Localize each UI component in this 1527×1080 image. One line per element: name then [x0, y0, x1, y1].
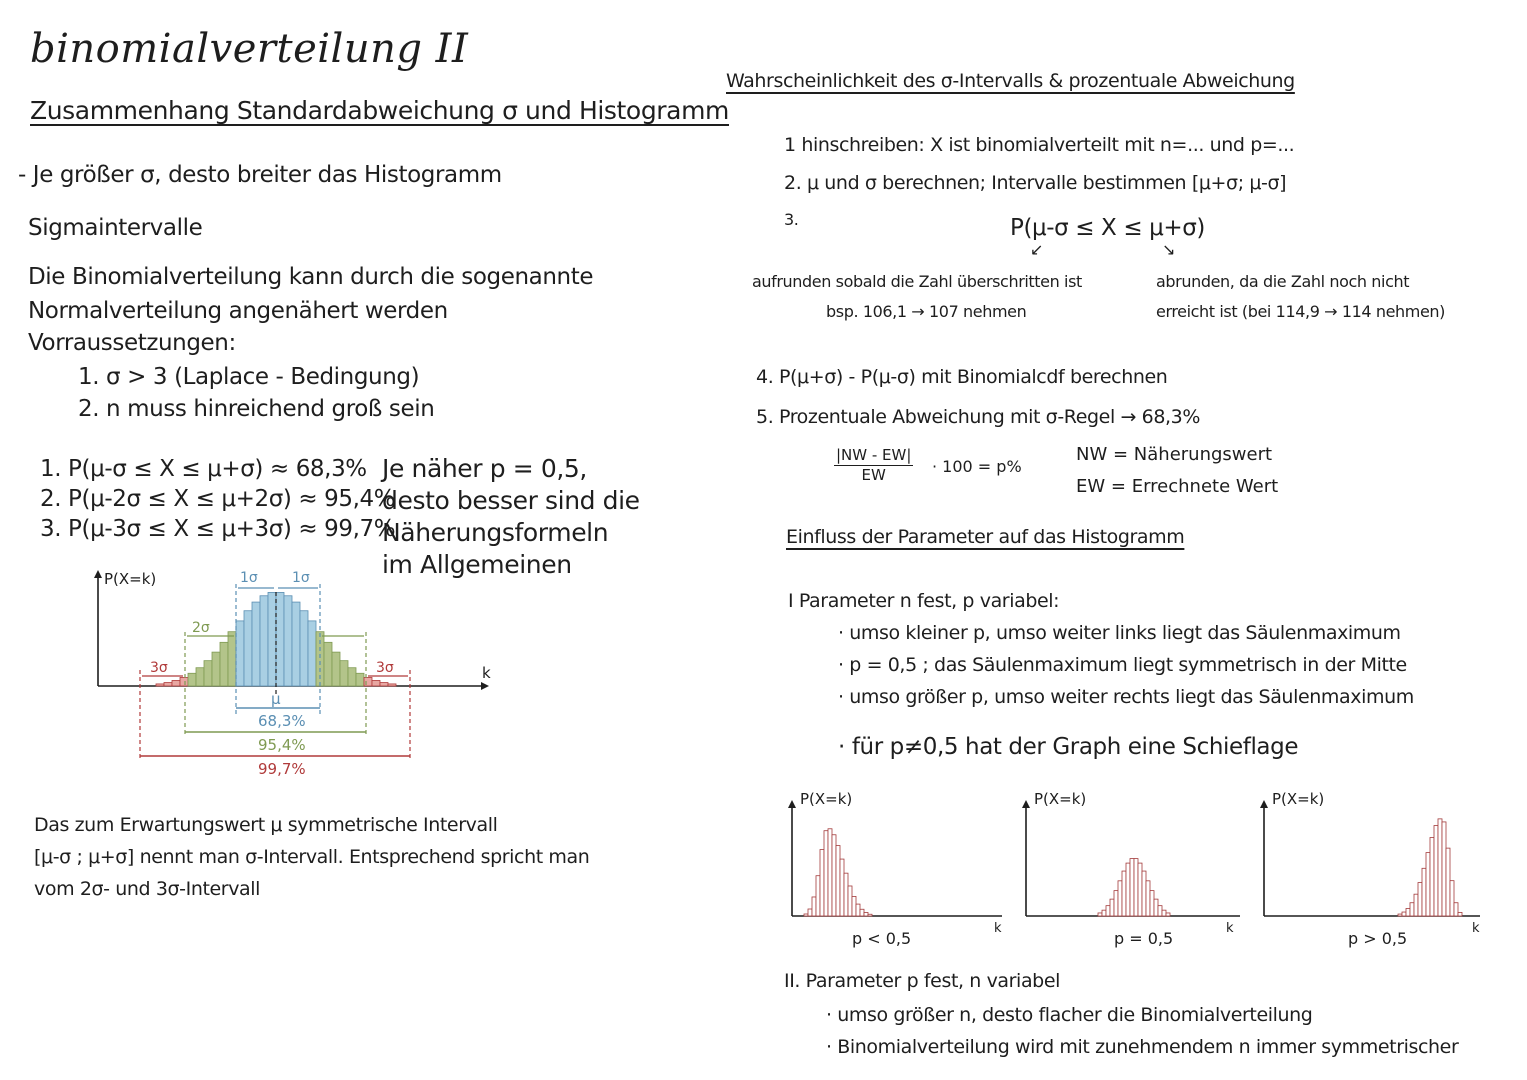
section-heading-sigma-probability: Wahrscheinlichkeit des σ-Intervalls & prozentuale Abweichung	[726, 70, 1295, 92]
step-3-label: 3.	[784, 210, 799, 229]
histogram-bar	[1398, 914, 1402, 916]
pct-68-label: 68,3%	[258, 712, 306, 730]
histogram-bar	[188, 673, 196, 686]
part-ii-point-1: · umso größer n, desto flacher die Binomialverteilung	[826, 1004, 1313, 1026]
histogram-bar	[164, 683, 172, 686]
one-sigma-right-label: 1σ	[292, 570, 310, 586]
round-up-line2: bsp. 106,1 → 107 nehmen	[826, 302, 1027, 321]
histogram-bar	[356, 673, 364, 686]
histogram-bar	[816, 876, 820, 916]
one-sigma-left-label: 1σ	[240, 570, 258, 586]
part-i-point-3: · umso größer p, umso weiter rechts liegt das Säulenmaximum	[838, 686, 1414, 708]
deviation-fraction	[834, 446, 913, 484]
histogram-p-greater	[1254, 782, 1490, 954]
histogram-bar	[284, 596, 292, 686]
sigma-formula-2: 2. P(μ-2σ ≤ X ≤ μ+2σ) ≈ 95,4%	[40, 486, 396, 512]
approx-text-line2: Normalverteilung angenähert werden	[28, 298, 448, 324]
pct-99-label: 99,7%	[258, 760, 306, 778]
histogram-bar	[212, 652, 220, 686]
svg-text:k: k	[1472, 921, 1480, 936]
arrow-down-right-icon: ↘	[1162, 240, 1176, 259]
caption-p-equal: p = 0,5	[1114, 929, 1174, 948]
svg-text:P(X=k): P(X=k)	[800, 790, 853, 808]
histogram-bar	[1122, 871, 1126, 916]
histogram-bar	[824, 831, 828, 916]
histogram-bar	[840, 859, 844, 916]
histogram-bar	[340, 661, 348, 686]
histogram-bars-left	[804, 829, 872, 916]
requirement-1: 1. σ > 3 (Laplace - Bedingung)	[78, 364, 420, 390]
part-i-title: I Parameter n fest, p variabel:	[788, 590, 1060, 612]
step-1: 1 hinschreiben: X ist binomialverteilt mit n=... und p=...	[784, 134, 1295, 156]
histogram-bar	[1406, 908, 1410, 916]
histogram-bar	[1418, 883, 1422, 916]
histogram-bar	[172, 680, 180, 686]
svg-text:k: k	[1226, 921, 1234, 936]
part-ii-point-2: · Binomialverteilung wird mit zunehmendem n immer symmetrischer	[826, 1036, 1459, 1058]
histogram-bar	[1118, 881, 1122, 916]
histogram-bar	[828, 829, 832, 916]
histogram-bar	[1166, 913, 1170, 916]
histogram-bar	[856, 904, 860, 916]
histogram-bar	[268, 592, 276, 686]
three-sigma-left-label: 3σ	[150, 660, 168, 676]
histogram-bar	[1126, 863, 1130, 916]
page-title: binomialverteilung II	[30, 26, 469, 72]
histogram-bar	[244, 611, 252, 686]
histogram-bar	[308, 621, 316, 686]
histogram-bar	[324, 642, 332, 686]
histogram-bars-right	[1398, 819, 1462, 916]
histogram-bar	[832, 835, 836, 916]
histogram-bar	[1434, 826, 1438, 916]
histogram-bar	[204, 661, 212, 686]
sigma-intervals-heading: Sigmaintervalle	[28, 215, 203, 241]
part-ii-title: II. Parameter p fest, n variabel	[784, 970, 1061, 992]
svg-text:P(X=k): P(X=k)	[1034, 790, 1087, 808]
note-line3: Näherungsformeln	[382, 518, 609, 547]
histogram-bar	[1458, 912, 1462, 916]
svg-text:k: k	[994, 921, 1002, 936]
histogram-bar	[1446, 848, 1450, 916]
part-i-point-1: · umso kleiner p, umso weiter links liegt das Säulenmaximum	[838, 622, 1401, 644]
requirement-2: 2. n muss hinreichend groß sein	[78, 396, 435, 422]
round-down-line2: erreicht ist (bei 114,9 → 114 nehmen)	[1156, 302, 1446, 321]
mu-label: μ	[271, 690, 281, 708]
histogram-bar	[1438, 819, 1442, 916]
part-i-point-4: · für p≠0,5 hat der Graph eine Schieflage	[838, 734, 1299, 760]
histogram-bar	[852, 896, 856, 916]
y-axis-arrow	[94, 570, 102, 578]
fraction-numerator: |NW - EW|	[836, 446, 912, 464]
section-heading-sigma-histogram: Zusammenhang Standardabweichung σ und Histogramm	[30, 96, 730, 125]
histogram-bar	[292, 602, 300, 686]
histogram-bar	[1450, 881, 1454, 916]
note-line2: desto besser sind die	[382, 486, 640, 515]
sigma-histogram-chart	[80, 562, 520, 784]
round-down-line1: abrunden, da die Zahl noch nicht	[1156, 272, 1410, 291]
histogram-bar	[808, 909, 812, 916]
histogram-p-equal	[1016, 782, 1250, 954]
histogram-bar	[252, 602, 260, 686]
two-sigma-label: 2σ	[192, 620, 210, 636]
histogram-bar	[1150, 891, 1154, 916]
histogram-bar	[820, 850, 824, 916]
histogram-bar	[848, 886, 852, 916]
pct-95-label: 95,4%	[258, 736, 306, 754]
histogram-bar	[236, 621, 244, 686]
approx-text-line1: Die Binomialverteilung kann durch die sogenannte	[28, 264, 594, 290]
histogram-bar	[1130, 859, 1134, 916]
histogram-bar	[332, 652, 340, 686]
histogram-bar	[1414, 894, 1418, 916]
histogram-bar	[1114, 891, 1118, 916]
section-heading-parameter-influence: Einfluss der Parameter auf das Histogramm	[786, 526, 1185, 548]
caption-p-less: p < 0,5	[852, 929, 912, 948]
bottom-text-line2: [μ-σ ; μ+σ] nennt man σ-Intervall. Entsprechend spricht man	[34, 846, 590, 868]
ew-definition: EW = Errechnete Wert	[1076, 476, 1279, 497]
histogram-bar	[1162, 910, 1166, 916]
histogram-bar	[1146, 881, 1150, 916]
step-3-formula: P(μ-σ ≤ X ≤ μ+σ)	[1010, 215, 1205, 241]
histogram-bar	[180, 677, 188, 686]
histogram-bar	[1410, 903, 1414, 916]
fraction-rest: · 100 = p%	[932, 457, 1022, 476]
histogram-bar	[844, 873, 848, 916]
sigma-formula-3: 3. P(μ-3σ ≤ X ≤ μ+3σ) ≈ 99,7%	[40, 516, 396, 542]
histogram-bar	[1422, 868, 1426, 916]
histogram-bar	[388, 684, 396, 686]
histogram-bar	[228, 632, 236, 686]
histogram-bar	[1106, 906, 1110, 916]
histogram-bar	[1454, 903, 1458, 916]
histogram-bar	[260, 596, 268, 686]
note-line1: Je näher p = 0,5,	[382, 454, 587, 483]
requirements-heading: Vorraussetzungen:	[28, 330, 236, 356]
histogram-bar	[380, 683, 388, 686]
histogram-bar	[1138, 863, 1142, 916]
histogram-bars-center	[1098, 859, 1170, 916]
histogram-p-less	[780, 782, 1010, 954]
bottom-text-line1: Das zum Erwartungswert μ symmetrische Intervall	[34, 814, 498, 836]
histogram-bar	[1110, 899, 1114, 916]
histogram-bar	[804, 914, 808, 916]
histogram-bar	[156, 684, 164, 686]
three-sigma-right-label: 3σ	[376, 660, 394, 676]
histogram-bar	[300, 611, 308, 686]
part-i-point-2: · p = 0,5 ; das Säulenmaximum liegt symmetrisch in der Mitte	[838, 654, 1407, 676]
nw-definition: NW = Näherungswert	[1076, 444, 1273, 465]
histogram-bar	[1098, 913, 1102, 916]
histogram-bar	[812, 897, 816, 916]
bottom-text-line3: vom 2σ- und 3σ-Intervall	[34, 878, 261, 900]
histogram-bar	[1426, 853, 1430, 916]
histogram-bar	[1442, 822, 1446, 916]
step-2: 2. μ und σ berechnen; Intervalle bestimmen [μ+σ; μ-σ]	[784, 172, 1287, 194]
histogram-bar	[1402, 912, 1406, 916]
histogram-bar	[196, 668, 204, 686]
histogram-bar	[1142, 871, 1146, 916]
histogram-bar	[364, 677, 372, 686]
histogram-bar	[836, 846, 840, 916]
histogram-bar	[1158, 906, 1162, 916]
round-up-line1: aufrunden sobald die Zahl überschritten ist	[752, 272, 1082, 291]
histogram-bar	[860, 909, 864, 916]
histogram-bar	[276, 592, 284, 686]
x-axis-label: k	[482, 664, 491, 682]
sigma-formula-1: 1. P(μ-σ ≤ X ≤ μ+σ) ≈ 68,3%	[40, 456, 367, 482]
arrow-down-left-icon: ↙	[1030, 240, 1044, 259]
histogram-bar	[864, 912, 868, 916]
fraction-denominator: EW	[861, 466, 886, 484]
y-axis-label: P(X=k)	[104, 570, 157, 588]
histogram-bar	[1430, 838, 1434, 916]
bullet-sigma-width: - Je größer σ, desto breiter das Histogramm	[18, 162, 502, 188]
histogram-bar	[220, 642, 228, 686]
histogram-bar	[868, 914, 872, 916]
histogram-bar	[1134, 859, 1138, 916]
histogram-bar	[1102, 910, 1106, 916]
step-5: 5. Prozentuale Abweichung mit σ-Regel → 68,3%	[756, 406, 1200, 428]
note-line4: im Allgemeinen	[382, 550, 572, 579]
caption-p-greater: p > 0,5	[1348, 929, 1408, 948]
histogram-bar	[372, 680, 380, 686]
histogram-bar	[348, 668, 356, 686]
step-4: 4. P(μ+σ) - P(μ-σ) mit Binomialcdf berechnen	[756, 366, 1168, 388]
svg-text:P(X=k): P(X=k)	[1272, 790, 1325, 808]
x-axis-arrow	[481, 682, 489, 690]
histogram-bar	[1154, 899, 1158, 916]
